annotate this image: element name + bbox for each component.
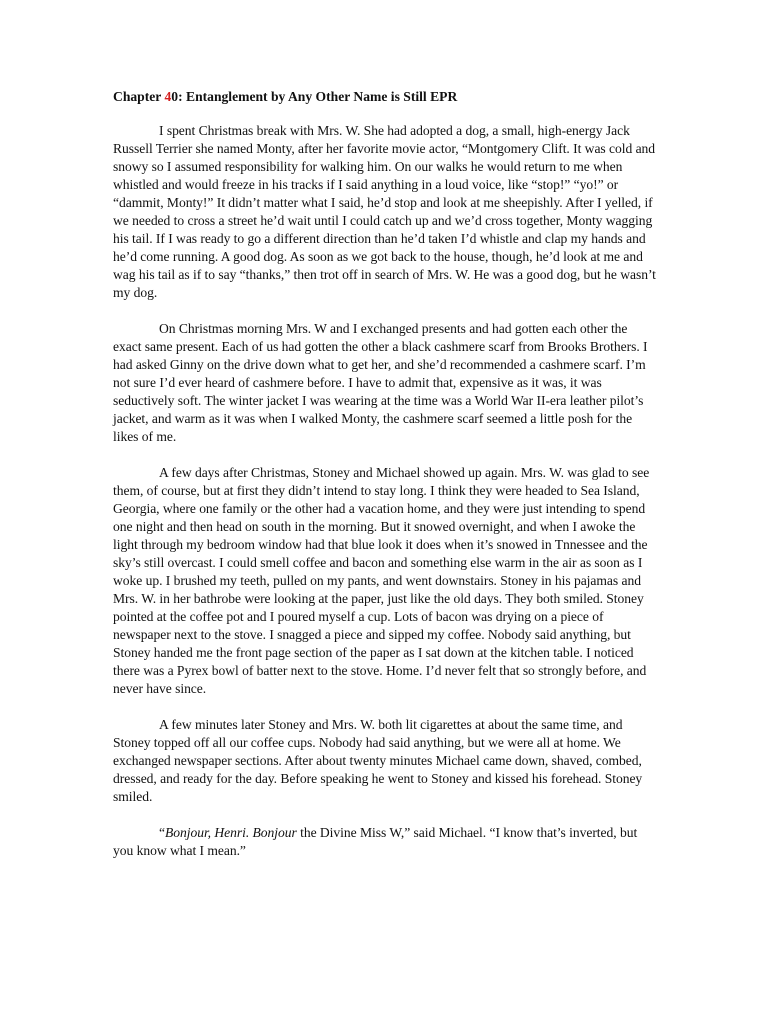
body-paragraph: A few minutes later Stoney and Mrs. W. both lit cigarettes at about the same time, and Stoney topped off all our coffee cups. Nobody had said anything, but we were all at home. We exchanged newspaper sections. After about twenty minutes Michael came down, shaved, combed, dressed, and ready for the day. Before speaking he went to Stoney and kissed his forehead. Stoney smiled. — [113, 717, 643, 804]
chapter-number-rest: 0 — [171, 89, 179, 104]
body-paragraph: On Christmas morning Mrs. W and I exchanged presents and had gotten each other the exact same present. Each of us had gotten the other a black cashmere scarf from Brooks Brothers. I had asked Ginny on the drive down what to get her, and she’d recommended a cashmere scarf. I’m not sure I’d ever heard of cashmere before. I have to admit that, expensive as it was, it was seductively soft. The winter jacket I was wearing at the time was a World War II-era leather pilot’s jacket, and warm as it was when I walked Monty, the cashmere scarf seemed a little posh for the likes of me. — [113, 321, 648, 444]
chapter-heading — [113, 88, 659, 106]
body-paragraph: I spent Christmas break with Mrs. W. She had adopted a dog, a small, high-energy Jack Russell Terrier she named Monty, after her favorite movie actor, “Montgomery Clift. It was cold and snowy so I assumed responsibility for walking him. On our walks he would return to me when whistled and would freeze in his tracks if I said anything in a loud voice, like “stop!” “yo!” or “dammit, Monty!” It didn’t matter what I said, he’d stop and look at me sheepishly. After I yelled, if we needed to cross a street he’d wait until I could catch up and we’d cross together, Monty wagging his tail. If I was ready to go a different direction than he’d taken I’d whistle and clap my hands and he’d come running. A good dog. As soon as we got back to the house, though, he’d look at me and wag his tail as if to say “thanks,” then trot off in search of Mrs. W. He was a good dog, but he wasn’t my dog. — [113, 123, 656, 300]
body-paragraph-dialogue — [113, 824, 659, 860]
chapter-number-highlight: 4 — [164, 89, 172, 104]
chapter-title-text: : Entanglement by Any Other Name is Still EPR — [178, 89, 458, 104]
italic-greeting: Bonjour, Henri. Bonjour — [164, 825, 297, 840]
document-page — [113, 88, 659, 860]
body-paragraph: A few days after Christmas, Stoney and Michael showed up again. Mrs. W. was glad to see them, of course, but at first they didn’t intend to stay long. I think they were headed to Sea Island, Georgia, where one family or the other had a vacation home, and they were just intending to spend one night and then head on south in the morning. But it snowed overnight, and when I awoke the light through my bedroom window had that blue look it does when it’s snowed in Tnnessee and the sky’s still overcast. I could smell coffee and bacon and something else warm in the air as soon as I woke up. I brushed my teeth, pulled on my pants, and went downstairs. Stoney in his pajamas and Mrs. W. in her bathrobe were looking at the paper, just like the old days. They both smiled. Stoney pointed at the coffee pot and I poured myself a cup. Lots of bacon was drying on a piece of newspaper next to the stove. I snagged a piece and sipped my coffee. Nobody said anything, but Stoney handed me the front page section of the paper as I sat down at the kitchen table. I noticed there was a Pyrex bowl of batter next to the stove. Home. I’d never felt that so strongly before, and never have since. — [113, 465, 650, 696]
open-quote: “ — [159, 825, 165, 840]
dialogue-text: the Divine Miss W,” said Michael. “I know that’s inverted, but you know what I mean.” — [113, 825, 638, 858]
chapter-prefix: Chapter — [113, 89, 165, 104]
